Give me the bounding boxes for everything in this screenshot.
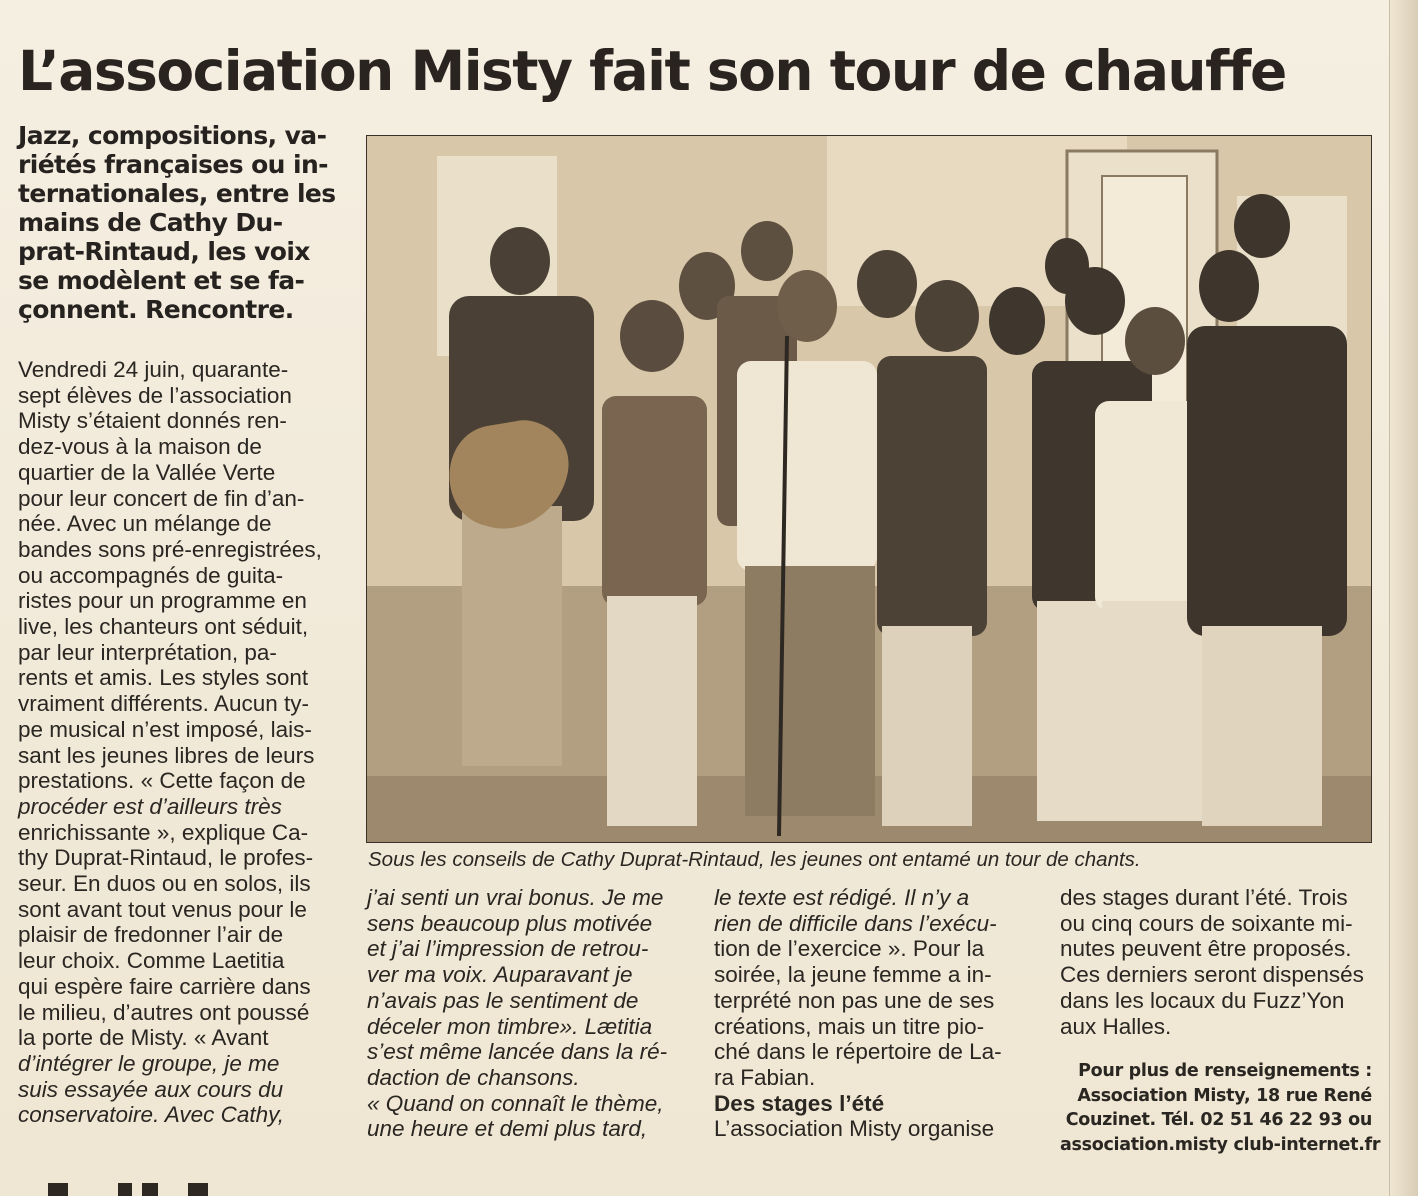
text-line: le texte est rédigé. Il n’y a: [714, 885, 970, 910]
text-line: et j’ai l’impression de retrou-: [367, 936, 649, 962]
text-line: par leur interprétation, pa-: [18, 639, 277, 665]
lead-line: prat-Rintaud, les voix: [18, 237, 310, 266]
text-line: le milieu, d’autres ont poussé: [18, 999, 310, 1025]
text-line: s’est même lancée dans la ré-: [367, 1039, 668, 1065]
text-line: ver ma voix. Auparavant je: [367, 962, 633, 988]
text-line: n’avais pas le sentiment de: [367, 987, 639, 1013]
text-line: bandes sons pré-enregistrées,: [18, 536, 322, 562]
text-line: Vendredi 24 juin, quarante-: [18, 357, 289, 382]
text-line: sens beaucoup plus motivée: [367, 910, 653, 936]
text-line: sant les jeunes libres de leurs: [18, 742, 315, 768]
info-box: [1060, 1059, 1381, 1157]
text-line: dans les locaux du Fuzz’Yon: [1060, 987, 1345, 1013]
text-line: « Quand on connaît le thème,: [367, 1090, 664, 1116]
photo-image: [367, 136, 1371, 842]
text-line: nutes peuvent être proposés.: [1060, 936, 1352, 962]
text-line: aux Halles.: [1060, 1013, 1172, 1039]
text-line: qui espère faire carrière dans: [18, 973, 311, 999]
text-line: Ces derniers seront dispensés: [1060, 962, 1364, 988]
text-line: ristes pour un programme en: [18, 588, 307, 614]
text-line: soirée, la jeune femme a in-: [714, 962, 992, 988]
page-edge: [1389, 0, 1418, 1196]
lead-line: riétés françaises ou in-: [18, 150, 328, 179]
text-line: la porte de Misty. « Avant: [18, 1025, 269, 1051]
lead-line: se modèlent et se fa-: [18, 266, 305, 295]
lead-line: çonnent. Rencontre.: [18, 295, 294, 324]
text-line: rents et amis. Les styles sont: [18, 665, 309, 691]
info-line: Pour plus de renseignements :: [1078, 1061, 1372, 1081]
text-line: plaisir de fredonner l’air de: [18, 922, 284, 948]
text-line: terprété non pas une de ses: [714, 987, 995, 1013]
text-line: thy Duprat-Rintaud, le profes-: [18, 845, 314, 871]
text-line: d’intégrer le groupe, je me: [18, 1050, 280, 1076]
text-line: créations, mais un titre pio-: [714, 1013, 985, 1039]
body-column-4: [1060, 885, 1370, 1039]
text-line: leur choix. Comme Laetitia: [18, 948, 285, 974]
text-line: née. Avec un mélange de: [18, 511, 272, 537]
text-line: des stages durant l’été. Trois: [1060, 885, 1348, 910]
photo-caption: Sous les conseils de Cathy Duprat-Rintaud, les jeunes ont entamé un tour de chants.: [368, 848, 1141, 871]
text-line: Misty s’étaient donnés ren-: [18, 408, 287, 434]
body-column-2: [367, 885, 679, 1142]
body-column-3: [714, 885, 1024, 1142]
text-line: ou cinq cours de soixante mi-: [1060, 910, 1353, 936]
info-line: association.misty club-internet.fr: [1060, 1134, 1381, 1155]
article-headline: L’association Misty fait son tour de chauffe: [18, 39, 1286, 103]
text-line: pe musical n’est imposé, lais-: [18, 716, 312, 742]
article-lead: [18, 121, 338, 324]
text-line: pour leur concert de fin d’an-: [18, 485, 305, 511]
text-line: procéder est d’ailleurs très: [18, 793, 282, 819]
text-line: ra Fabian.: [714, 1064, 816, 1090]
text-line: ou accompagnés de guita-: [18, 562, 284, 588]
text-line: conservatoire. Avec Cathy,: [18, 1102, 284, 1128]
text-line: prestations. « Cette façon de: [18, 768, 306, 794]
lead-line: ternationales, entre les: [18, 179, 336, 208]
body-column-1: [18, 357, 330, 1128]
subheading: Des stages l’été: [714, 1090, 885, 1116]
text-line: seur. En duos ou en solos, ils: [18, 871, 311, 897]
lead-line: mains de Cathy Du-: [18, 208, 283, 237]
lead-line: Jazz, compositions, va-: [18, 121, 327, 150]
text-line: sept élèves de l’association: [18, 382, 292, 408]
text-line: une heure et demi plus tard,: [367, 1116, 648, 1142]
text-line: live, les chanteurs ont séduit,: [18, 614, 309, 640]
text-line: enrichissante », explique Ca-: [18, 819, 309, 845]
text-line: tion de l’exercice ». Pour la: [714, 936, 985, 962]
cut-off-next-headline: [48, 1175, 228, 1196]
text-line: rien de difficile dans l’exécu-: [714, 910, 997, 936]
text-line: ché dans le répertoire de La-: [714, 1039, 1002, 1065]
text-line: suis essayée aux cours du: [18, 1076, 284, 1102]
text-line: daction de chansons.: [367, 1064, 580, 1090]
group-photo: [366, 135, 1372, 843]
text-line: déceler mon timbre». Lætitia: [367, 1013, 653, 1039]
info-line: Couzinet. Tél. 02 51 46 22 93 ou: [1065, 1110, 1372, 1130]
text-line: dez-vous à la maison de: [18, 434, 262, 460]
text-line: L’association Misty organise: [714, 1116, 995, 1142]
text-line: vraiment différents. Aucun ty-: [18, 691, 309, 717]
text-line: quartier de la Vallée Verte: [18, 459, 276, 485]
info-line: Association Misty, 18 rue René: [1077, 1085, 1372, 1106]
text-line: j’ai senti un vrai bonus. Je me: [367, 885, 664, 910]
text-line: sont avant tout venus pour le: [18, 896, 307, 922]
